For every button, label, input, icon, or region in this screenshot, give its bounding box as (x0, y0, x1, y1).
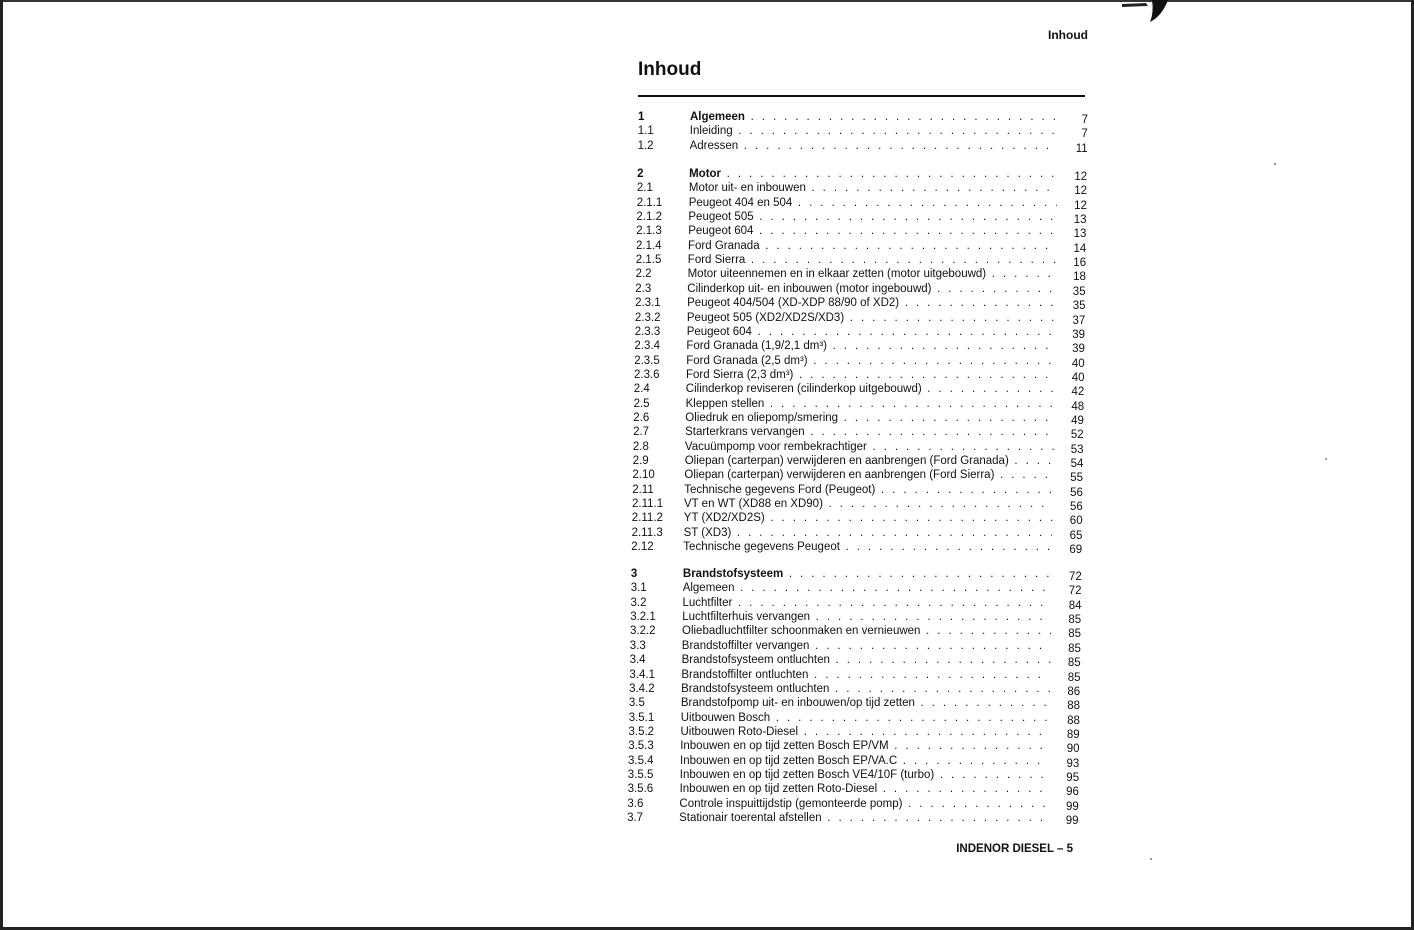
toc-row (628, 768, 1079, 783)
toc-section-title: Peugeot 505 (XD2/XD2S/XD3) (686, 311, 845, 324)
toc-page-number: 18 (1073, 271, 1086, 284)
toc-row (636, 267, 1086, 282)
toc-row (632, 468, 1083, 483)
toc-section-title: Luchtfilterhuis vervangen (682, 611, 811, 623)
toc-leader (683, 581, 1052, 596)
toc-leader (680, 739, 1049, 754)
toc-section-number: 2.3.6 (634, 368, 660, 381)
toc-section-title: Peugeot 404 en 504 (688, 196, 793, 209)
toc-section-title: Motor uiteennemen en in elkaar zetten (motor uitgebouwd) (687, 268, 987, 281)
toc-page-number: 56 (1070, 501, 1083, 514)
toc-section-number: 1.1 (637, 125, 654, 138)
toc-page-number: 7 (1081, 128, 1088, 141)
toc-page-number: 13 (1073, 214, 1087, 227)
toc-section-number: 3.4.2 (629, 682, 655, 695)
toc-section-title: Vacuümpomp voor rembekrachtiger (684, 440, 867, 453)
toc-leader (688, 224, 1056, 239)
toc-section-title: Inbouwen en op tijd zetten Bosch EP/VM (680, 740, 889, 753)
toc-page-number: 35 (1072, 300, 1086, 313)
toc-section-title: Adressen (689, 139, 739, 152)
toc-row (630, 639, 1081, 654)
toc-row (633, 440, 1084, 455)
toc-leader (680, 782, 1049, 797)
toc-row (637, 181, 1087, 196)
toc-section-number: 3.5.3 (628, 740, 654, 753)
toc-section-number: 2.1.3 (636, 225, 662, 238)
toc-leader (683, 567, 1052, 582)
toc-section-title: Oliepan (carterpan) verwijderen en aanbrengen (Ford Sierra) (684, 469, 995, 482)
toc-section-title: Cilinderkop uit- en inbouwen (motor ingebouwd) (687, 282, 932, 295)
toc-leader (687, 325, 1055, 340)
toc-leader (684, 483, 1053, 498)
toc-section-number: 2.3.2 (634, 311, 661, 324)
toc-row (632, 526, 1083, 541)
toc-section-number: 2.12 (631, 541, 654, 554)
toc-section-title: Controle inspuittijdstip (gemonteerde pomp) (679, 797, 903, 810)
toc-leader (690, 139, 1058, 154)
toc-page-number: 60 (1069, 515, 1083, 528)
toc-leader (684, 468, 1053, 483)
toc-page-number: 85 (1068, 628, 1081, 641)
toc-row (635, 296, 1085, 311)
toc-section-number: 2.6 (633, 411, 650, 424)
toc-section-number: 3 (630, 568, 638, 580)
toc-page-number: 72 (1068, 571, 1082, 583)
toc-section-number: 2.1.2 (636, 211, 662, 224)
toc-leader (686, 397, 1055, 412)
toc-section-title: Ford Granada (2,5 dm³) (686, 354, 808, 367)
toc-section-title: Ford Granada (1,9/2,1 dm³) (686, 340, 828, 353)
toc-leader (681, 682, 1050, 697)
toc-row (633, 425, 1084, 440)
toc-page-number: 35 (1072, 285, 1086, 298)
toc-leader (686, 339, 1055, 354)
toc-leader (689, 196, 1057, 211)
toc-section-number: 2.3.3 (634, 325, 661, 338)
toc-section-title: Technische gegevens Ford (Peugeot) (684, 483, 876, 496)
toc-row (630, 610, 1081, 625)
toc-page-number: 12 (1074, 171, 1088, 183)
toc-page-number: 7 (1081, 114, 1088, 126)
toc-page-number: 85 (1067, 671, 1081, 684)
toc-section-number: 2.3.4 (634, 340, 660, 353)
toc-section-title: Peugeot 505 (688, 211, 754, 224)
toc-row (632, 497, 1083, 512)
toc-row (633, 454, 1084, 469)
toc-section-number: 3.1 (630, 582, 647, 595)
toc-chapter-row (631, 567, 1082, 582)
toc-section-title: Kleppen stellen (685, 397, 765, 410)
toc-section-number: 1.2 (637, 139, 654, 152)
toc-section-title: Brandstofsysteem ontluchten (681, 682, 830, 695)
toc-section-number: 2.4 (633, 383, 650, 396)
toc-row (636, 210, 1086, 225)
toc-leader (690, 110, 1058, 125)
toc-page-number: 96 (1066, 786, 1079, 799)
toc-section-number: 2.1 (636, 182, 653, 195)
toc-page-number: 90 (1066, 743, 1080, 756)
toc-row (630, 624, 1081, 639)
toc-page-number: 93 (1066, 757, 1080, 770)
toc-section-title: Brandstofsysteem (682, 568, 784, 580)
toc-page-number: 49 (1071, 414, 1084, 427)
toc-page-number: 37 (1072, 314, 1086, 327)
toc-section-title: YT (XD2/XD2S) (683, 512, 765, 525)
toc-leader (684, 497, 1053, 512)
toc-page-number: 52 (1070, 429, 1084, 442)
toc-row (634, 397, 1085, 412)
toc-section-number: 2.3.5 (634, 354, 660, 367)
toc-section-title: Inbouwen en op tijd zetten Bosch EP/VA.C (680, 754, 898, 767)
page-title: Inhoud (638, 59, 702, 80)
toc-leader (687, 296, 1055, 311)
toc-section-title: Brandstoffilter vervangen (681, 639, 810, 652)
toc-section-number: 3.5.4 (628, 754, 654, 767)
toc-page-number: 56 (1070, 486, 1083, 499)
toc-page-number: 95 (1066, 771, 1080, 784)
toc-row (629, 668, 1080, 683)
toc-row (634, 368, 1085, 383)
toc-section-title: Ford Sierra (687, 254, 746, 267)
toc-section-number: 2.7 (633, 426, 650, 439)
toc-section-number: 3.2 (630, 596, 647, 609)
toc-section-number: 3.2.1 (630, 611, 656, 623)
toc-section-number: 2.11.2 (631, 512, 663, 525)
toc-section-number: 3.4 (629, 654, 646, 667)
toc-leader (684, 526, 1053, 541)
toc-section-title: Oliebadluchtfilter schoonmaken en vernieuwen (682, 625, 921, 638)
toc-leader (682, 653, 1051, 668)
toc-leader (685, 411, 1054, 426)
toc-section-number: 2.1.4 (636, 239, 662, 252)
toc-section-title: Algemeen (682, 582, 735, 595)
toc-row (636, 239, 1086, 254)
toc-page-number: 85 (1068, 614, 1082, 626)
toc-section-title: Stationair toerental afstellen (679, 812, 822, 824)
toc-section-number: 2.1.5 (635, 254, 662, 267)
toc-leader (686, 382, 1055, 397)
toc-leader (681, 711, 1050, 726)
toc-section-title: Inbouwen en op tijd zetten Bosch VE4/10F (turbo) (679, 768, 935, 781)
toc-leader (680, 754, 1049, 769)
toc-page-number: 88 (1067, 700, 1081, 713)
toc-row (627, 811, 1078, 826)
toc-section-title: Luchtfilter (682, 596, 733, 609)
toc-leader (689, 167, 1057, 182)
toc-row (630, 653, 1081, 668)
running-head: Inhoud (1048, 28, 1088, 42)
toc-row (628, 754, 1079, 769)
footer-book-title: INDENOR DIESEL (956, 843, 1054, 855)
scan-speck (1325, 458, 1327, 460)
toc-page-number: 86 (1067, 685, 1081, 698)
toc-leader (680, 768, 1049, 783)
toc-page-number: 12 (1074, 185, 1087, 198)
toc-row (636, 224, 1086, 239)
toc-row (638, 139, 1088, 154)
toc-row (627, 797, 1078, 812)
toc-leader (688, 267, 1056, 282)
toc-section-number: 2.8 (632, 440, 649, 453)
toc-row (635, 325, 1085, 340)
toc-row (631, 540, 1082, 555)
toc-section-number: 2.11.1 (632, 498, 664, 511)
toc-section-number: 3.6 (627, 797, 644, 810)
toc-leader (685, 454, 1054, 469)
toc-leader (690, 124, 1058, 139)
toc-leader (688, 239, 1056, 254)
toc-section-title: Uitbouwen Bosch (680, 711, 771, 724)
toc-page-number: 14 (1073, 242, 1087, 255)
toc-row (634, 382, 1085, 397)
toc-section-number: 2.3.1 (635, 297, 661, 310)
toc-leader (681, 696, 1050, 711)
toc-row (629, 696, 1080, 711)
toc-page-number: 85 (1068, 642, 1081, 655)
toc-leader (689, 181, 1057, 196)
toc-section-number: 2.9 (632, 455, 649, 467)
footer-page-number: 5 (1066, 843, 1073, 855)
toc-section-title: Peugeot 604 (686, 325, 752, 338)
toc-leader (682, 624, 1051, 639)
toc-section-number: 3.5 (628, 697, 645, 710)
toc-section-title: Ford Granada (688, 239, 760, 252)
toc-section-number: 3.5.6 (627, 783, 654, 796)
toc-section-title: Brandstoffilter ontluchten (681, 668, 809, 681)
toc-section-title: Oliepan (carterpan) verwijderen en aanbrengen (Ford Granada) (684, 455, 1009, 467)
toc-leader (686, 354, 1055, 369)
toc-page-number: 11 (1075, 142, 1088, 155)
toc-row (635, 311, 1085, 326)
toc-leader (686, 368, 1055, 383)
toc-section-title: Motor uit- en inbouwen (688, 182, 806, 195)
toc-row (632, 511, 1083, 526)
toc-page-number: 65 (1069, 529, 1083, 542)
toc-chapter-row (637, 167, 1087, 182)
toc-section-title: Peugeot 404/504 (XD-XDP 88/90 of XD2) (687, 297, 900, 310)
footer-separator: – (1056, 843, 1064, 855)
toc-section-number: 3.7 (627, 812, 644, 824)
toc-section-title: VT en WT (XD88 en XD90) (684, 498, 823, 511)
toc-leader (681, 668, 1050, 683)
toc-section-number: 3.3 (629, 639, 646, 652)
toc-page-number: 13 (1073, 228, 1087, 241)
toc-page-number: 99 (1065, 800, 1079, 813)
toc-section-number: 2.5 (633, 397, 650, 410)
toc-row (631, 596, 1082, 611)
toc-section-title: Cilinderkop reviseren (cilinderkop uitgebouwd) (685, 383, 922, 396)
toc-page-number: 40 (1071, 371, 1085, 384)
toc-leader (688, 210, 1056, 225)
toc-row (632, 483, 1083, 498)
toc-section-number: 3.2.2 (630, 625, 656, 638)
toc-row (634, 339, 1085, 354)
toc-section-title: Motor (689, 168, 722, 180)
toc-section-number: 3.5.5 (627, 768, 654, 781)
toc-page-number: 89 (1066, 728, 1080, 741)
toc-chapter-row (638, 110, 1088, 125)
toc-leader (679, 797, 1048, 812)
toc-page-number: 42 (1071, 386, 1085, 399)
toc-section-number: 3.5.2 (628, 725, 655, 738)
toc-row (636, 253, 1086, 268)
toc-row (635, 282, 1085, 297)
toc-section-number: 2.11 (632, 483, 654, 496)
toc-section-title: Ford Sierra (2,3 dm³) (686, 368, 794, 381)
toc-section-title: Oliedruk en oliepomp/smering (685, 411, 839, 424)
toc-section-title: Inbouwen en op tijd zetten Roto-Diesel (679, 783, 878, 796)
toc-section-title: Inleiding (689, 125, 733, 138)
toc-page-number: 85 (1067, 657, 1081, 670)
toc-page-number: 39 (1072, 343, 1085, 356)
toc-section-number: 2.3 (635, 282, 652, 295)
toc-section-title: Uitbouwen Roto-Diesel (680, 725, 799, 738)
toc-section-number: 2.1.1 (636, 196, 663, 209)
toc-section-title: Brandstofsysteem ontluchten (681, 654, 830, 667)
toc-leader (683, 540, 1052, 555)
toc-row (631, 581, 1082, 596)
scan-speck (1150, 858, 1152, 860)
toc-leader (687, 311, 1055, 326)
toc-leader (687, 282, 1055, 297)
toc-leader (688, 253, 1056, 268)
toc-section-title: Peugeot 604 (688, 225, 754, 238)
toc-section-title: ST (XD3) (683, 526, 732, 539)
toc-page-number: 12 (1074, 199, 1087, 212)
toc-page-number: 72 (1068, 585, 1082, 598)
toc-section-number: 1 (638, 111, 645, 123)
toc-page-number: 99 (1065, 815, 1079, 827)
toc-page-number: 39 (1072, 328, 1086, 341)
scan-speck (1274, 163, 1276, 165)
page-footer (930, 843, 1073, 855)
toc-row (633, 411, 1084, 426)
toc-leader (679, 811, 1048, 826)
toc-page-number: 84 (1068, 599, 1082, 612)
toc-section-title: Technische gegevens Peugeot (683, 541, 840, 554)
toc-row (628, 739, 1079, 754)
toc-leader (685, 440, 1054, 455)
toc-section-title: Starterkrans vervangen (685, 426, 805, 439)
toc-row (628, 782, 1079, 797)
toc-section-number: 2 (637, 168, 644, 180)
toc-leader (682, 610, 1051, 625)
toc-leader (681, 725, 1050, 740)
toc-page-number: 53 (1070, 443, 1084, 456)
toc-row (638, 124, 1088, 139)
toc-leader (684, 511, 1053, 526)
toc-section-number: 3.5.1 (628, 711, 655, 724)
toc-section-number: 2.11.3 (631, 526, 663, 539)
toc-row (637, 196, 1087, 211)
toc-row (634, 354, 1085, 369)
toc-section-number: 3.4.1 (629, 668, 655, 681)
toc-section-title: Brandstofpomp uit- en inbouwen/op tijd zetten (680, 697, 915, 710)
toc-section-title: Algemeen (690, 111, 745, 123)
toc-page-number: 16 (1073, 257, 1087, 270)
toc-leader (685, 425, 1054, 440)
toc-page-number: 69 (1069, 544, 1083, 557)
toc-leader (682, 639, 1051, 654)
toc-row (629, 711, 1080, 726)
toc-section-number: 2.10 (632, 469, 655, 482)
toc-page-number: 55 (1070, 472, 1084, 485)
toc-section-number: 2.2 (635, 268, 652, 281)
toc-page-number: 88 (1067, 714, 1080, 727)
toc-page-number: 54 (1070, 458, 1084, 470)
toc-row (629, 682, 1080, 697)
toc-page-number: 48 (1071, 400, 1085, 413)
toc-page-number: 40 (1071, 357, 1085, 370)
toc-row (629, 725, 1080, 740)
toc-leader (683, 596, 1052, 611)
